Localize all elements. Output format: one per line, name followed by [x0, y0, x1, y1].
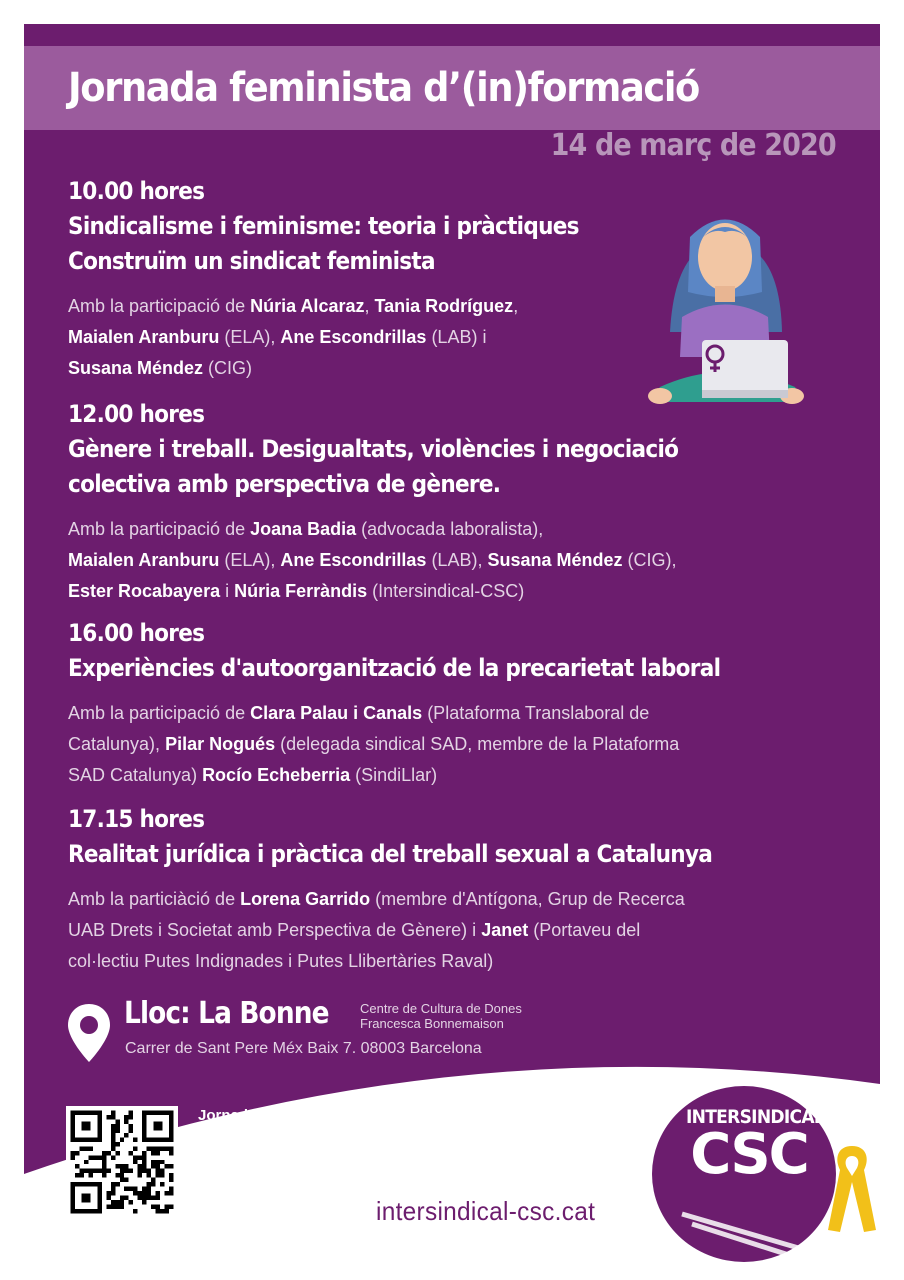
qr-cell [115, 1200, 119, 1204]
qr-cell [156, 1205, 160, 1209]
qr-cell [142, 1196, 146, 1200]
qr-cell [79, 1146, 83, 1150]
page-title: Jornada feminista d’(in)formació [68, 65, 699, 111]
venue-center-line: Francesca Bonnemaison [360, 1016, 504, 1031]
qr-cell [129, 1124, 133, 1128]
qr-cell [142, 1151, 146, 1155]
qr-cell [133, 1187, 137, 1191]
qr-cell [138, 1169, 142, 1173]
session-time: 10.00 hores [68, 177, 205, 205]
qr-cell [84, 1169, 88, 1173]
qr-cell [120, 1205, 124, 1209]
qr-cell [111, 1191, 115, 1195]
qr-cell [124, 1119, 128, 1123]
participant-text: Amb la particiàció de [68, 889, 241, 909]
qr-cell [111, 1110, 115, 1114]
qr-cell [88, 1173, 92, 1177]
qr-cell [115, 1205, 119, 1209]
participant-text: Amb la participació de [68, 296, 251, 316]
qr-cell [133, 1209, 137, 1213]
qr-cell [129, 1151, 133, 1155]
qr-cell [102, 1160, 106, 1164]
participant-name: Susana Méndez [487, 550, 623, 570]
participant-text: col·lectiu Putes Indignades i Putes Llibertàries Raval) [68, 951, 494, 971]
qr-cell [111, 1128, 115, 1132]
qr-cell [142, 1155, 146, 1159]
qr-cell [129, 1169, 133, 1173]
venue-address: Carrer de Sant Pere Méx Baix 7. 08003 Barcelona [125, 1040, 482, 1057]
qr-cell [102, 1169, 106, 1173]
qr-cell [124, 1164, 128, 1168]
qr-cell [84, 1160, 88, 1164]
qr-cell [115, 1173, 119, 1177]
session-topic: Sindicalisme i feminisme: teoria i pràctiques [68, 212, 579, 240]
qr-cell [102, 1164, 106, 1168]
registration-line: Jornada oberta a persones [198, 1107, 390, 1124]
registration-link[interactable]: http://scur.cat/FN3GE5 [198, 1163, 359, 1180]
qr-cell [133, 1160, 137, 1164]
qr-cell [111, 1182, 115, 1186]
qr-code[interactable] [66, 1106, 178, 1218]
participant-text: (advocada laboralista), [356, 519, 544, 539]
participant-name: Ane Escondrillas [280, 327, 427, 347]
qr-cell [156, 1191, 160, 1195]
qr-cell [106, 1191, 110, 1195]
qr-cell [115, 1182, 119, 1186]
qr-cell [97, 1155, 101, 1159]
qr-cell [84, 1146, 88, 1150]
qr-cell [160, 1146, 164, 1150]
qr-cell [88, 1155, 92, 1159]
qr-cell [142, 1191, 146, 1195]
qr-cell [124, 1178, 128, 1182]
qr-cell [124, 1196, 128, 1200]
participant-name: Janet [481, 920, 529, 940]
participant-text: (Plataforma Translaboral de [422, 703, 650, 723]
qr-cell [106, 1169, 110, 1173]
qr-cell [93, 1155, 97, 1159]
qr-cell [120, 1169, 124, 1173]
venue-center [360, 1001, 522, 1031]
qr-cell [165, 1164, 169, 1168]
participant-text: (Intersindical-CSC) [367, 581, 525, 601]
qr-cell [165, 1209, 169, 1213]
qr-cell [124, 1187, 128, 1191]
qr-cell [120, 1178, 124, 1182]
participant-text: (membre d'Antígona, Grup de Recerca [370, 889, 685, 909]
participant-text: (LAB), [426, 550, 488, 570]
qr-cell [138, 1164, 142, 1168]
qr-cell [106, 1151, 110, 1155]
qr-cell [106, 1196, 110, 1200]
session-1 [68, 174, 843, 384]
participant-text: (CIG), [622, 550, 677, 570]
qr-cell [75, 1173, 79, 1177]
qr-cell [156, 1169, 160, 1173]
qr-cell [169, 1146, 173, 1150]
participant-name: Susana Méndez [68, 358, 204, 378]
qr-cell [111, 1205, 115, 1209]
session-participants [68, 884, 843, 977]
participant-text: SAD Catalunya) [68, 765, 203, 785]
qr-cell [160, 1182, 164, 1186]
qr-cell [120, 1164, 124, 1168]
qr-cell [129, 1115, 133, 1119]
qr-cell [124, 1169, 128, 1173]
qr-cell [151, 1160, 155, 1164]
qr-cell [147, 1146, 151, 1150]
qr-cell [111, 1142, 115, 1146]
qr-cell [102, 1173, 106, 1177]
registration-info [198, 1106, 428, 1146]
qr-cell [88, 1146, 92, 1150]
poster [24, 24, 880, 1264]
qr-cell [156, 1196, 160, 1200]
participant-name: Rocío Echeberria [202, 765, 351, 785]
qr-cell [138, 1173, 142, 1177]
qr-cell [138, 1191, 142, 1195]
participant-text: (ELA), [219, 550, 281, 570]
participant-text: Catalunya), [68, 734, 166, 754]
session-2 [68, 397, 843, 607]
participant-name: Ester Rocabayera [68, 581, 221, 601]
qr-cell [88, 1169, 92, 1173]
qr-cell [129, 1110, 133, 1114]
qr-cell [160, 1169, 164, 1173]
qr-cell [142, 1164, 146, 1168]
session-4 [68, 802, 843, 977]
participant-name: Maialen Aranburu [68, 327, 220, 347]
participant-text: (ELA), [219, 327, 281, 347]
participant-name: Pilar Nogués [165, 734, 276, 754]
qr-cell [75, 1164, 79, 1168]
participant-text: (Portaveu del [528, 920, 641, 940]
qr-cell [115, 1164, 119, 1168]
qr-cell [160, 1173, 164, 1177]
qr-cell [147, 1173, 151, 1177]
qr-cell [102, 1155, 106, 1159]
qr-cell [129, 1128, 133, 1132]
qr-cell [147, 1169, 151, 1173]
qr-cell [115, 1142, 119, 1146]
qr-cell [111, 1124, 115, 1128]
participant-text: , [364, 296, 375, 316]
participant-text: (delegada sindical SAD, membre de la Plataforma [275, 734, 680, 754]
qr-cell [160, 1160, 164, 1164]
qr-cell [151, 1205, 155, 1209]
participant-text: (CIG) [203, 358, 253, 378]
qr-cell [102, 1151, 106, 1155]
qr-cell [106, 1115, 110, 1119]
participant-text: UAB Drets i Societat amb Perspectiva de Gènere) i [68, 920, 482, 940]
qr-cell [111, 1200, 115, 1204]
qr-cell [111, 1133, 115, 1137]
qr-cell [79, 1169, 83, 1173]
yellow-ribbon-icon [824, 1142, 880, 1238]
participant-name: Núria Alcaraz [250, 296, 365, 316]
qr-cell [165, 1205, 169, 1209]
qr-cell [156, 1160, 160, 1164]
qr-cell [142, 1187, 146, 1191]
participant-text: (SindiLlar) [350, 765, 438, 785]
participant-name: Ane Escondrillas [280, 550, 427, 570]
qr-cell [165, 1146, 169, 1150]
qr-cell [142, 1169, 146, 1173]
session-participants [68, 291, 843, 384]
qr-cell [156, 1173, 160, 1177]
qr-cell [142, 1200, 146, 1204]
session-time: 17.15 hores [68, 805, 205, 833]
qr-cell [165, 1191, 169, 1195]
qr-cell [151, 1164, 155, 1168]
participant-text: i [220, 581, 235, 601]
participant-name: Clara Palau i Canals [250, 703, 423, 723]
qr-cell [111, 1187, 115, 1191]
qr-cell [111, 1155, 115, 1159]
event-date: 14 de març de 2020 [550, 128, 836, 163]
session-participants [68, 698, 843, 791]
session-topic: Construïm un sindicat feminista [68, 247, 435, 275]
qr-cell [169, 1191, 173, 1195]
qr-cell [169, 1151, 173, 1155]
qr-cell [93, 1169, 97, 1173]
qr-cell [79, 1173, 83, 1177]
qr-cell [115, 1124, 119, 1128]
participant-name: Tania Rodríguez [374, 296, 514, 316]
qr-cell [156, 1146, 160, 1150]
website-link[interactable]: intersindical-csc.cat [376, 1196, 596, 1226]
qr-cell [124, 1115, 128, 1119]
participant-name: Maialen Aranburu [68, 550, 220, 570]
qr-cell [147, 1191, 151, 1195]
session-topic: Gènere i treball. Desigualtats, violències i negociació [68, 435, 679, 463]
qr-cell [133, 1155, 137, 1159]
qr-cell [169, 1164, 173, 1168]
session-participants [68, 514, 843, 607]
qr-cell [115, 1119, 119, 1123]
qr-cell [133, 1191, 137, 1195]
qr-cell [142, 1160, 146, 1164]
qr-cell [138, 1196, 142, 1200]
session-3 [68, 616, 843, 791]
qr-cell [151, 1178, 155, 1182]
venue-label: Lloc: La Bonne [124, 996, 329, 1031]
qr-cell [156, 1164, 160, 1168]
qr-cell [115, 1128, 119, 1132]
qr-cell [147, 1187, 151, 1191]
participant-text: Amb la participació de [68, 703, 251, 723]
title-band [24, 46, 880, 130]
participant-text: , [513, 296, 519, 316]
venue-center-line: Centre de Cultura de Dones [360, 1001, 522, 1016]
qr-cell [70, 1151, 74, 1155]
logo-text-top: INTERSINDICAL [686, 1106, 825, 1128]
participant-text: (LAB) i [426, 327, 487, 347]
session-topic: Realitat jurídica i pràctica del treball sexual a Catalunya [68, 840, 713, 868]
participant-name: Núria Ferràndis [234, 581, 368, 601]
qr-cell [151, 1151, 155, 1155]
qr-cell [120, 1200, 124, 1204]
qr-cell [111, 1146, 115, 1150]
logo-text-main: CSC [690, 1122, 808, 1187]
qr-cell [120, 1173, 124, 1177]
qr-cell [133, 1146, 137, 1150]
session-topic: Experiències d'autoorganització de la precarietat laboral [68, 654, 721, 682]
qr-cell [147, 1196, 151, 1200]
qr-cell [106, 1205, 110, 1209]
qr-cell [115, 1151, 119, 1155]
qr-cell [169, 1173, 173, 1177]
qr-cell [124, 1133, 128, 1137]
qr-cell [151, 1196, 155, 1200]
registration-line: no afiliades. Inscripcions: [198, 1127, 383, 1144]
session-time: 12.00 hores [68, 400, 205, 428]
qr-cell [156, 1209, 160, 1213]
participant-name: Joana Badia [250, 519, 357, 539]
qr-cell [147, 1182, 151, 1186]
qr-cell [169, 1178, 173, 1182]
qr-cell [120, 1196, 124, 1200]
qr-cell [70, 1155, 74, 1159]
qr-cell [129, 1187, 133, 1191]
qr-cell [156, 1151, 160, 1155]
qr-cell [138, 1155, 142, 1159]
qr-cell [151, 1146, 155, 1150]
qr-cell [151, 1182, 155, 1186]
qr-cell [160, 1209, 164, 1213]
qr-cell [120, 1137, 124, 1141]
qr-cell [111, 1115, 115, 1119]
participant-name: Lorena Garrido [240, 889, 371, 909]
qr-cell [169, 1187, 173, 1191]
qr-cell [111, 1137, 115, 1141]
qr-cell [75, 1151, 79, 1155]
qr-cell [97, 1169, 101, 1173]
session-topic: colectiva amb perspectiva de gènere. [68, 470, 501, 498]
qr-cell [169, 1205, 173, 1209]
qr-cell [129, 1200, 133, 1204]
session-time: 16.00 hores [68, 619, 205, 647]
qr-cell [133, 1137, 137, 1141]
participant-text: Amb la participació de [68, 519, 251, 539]
